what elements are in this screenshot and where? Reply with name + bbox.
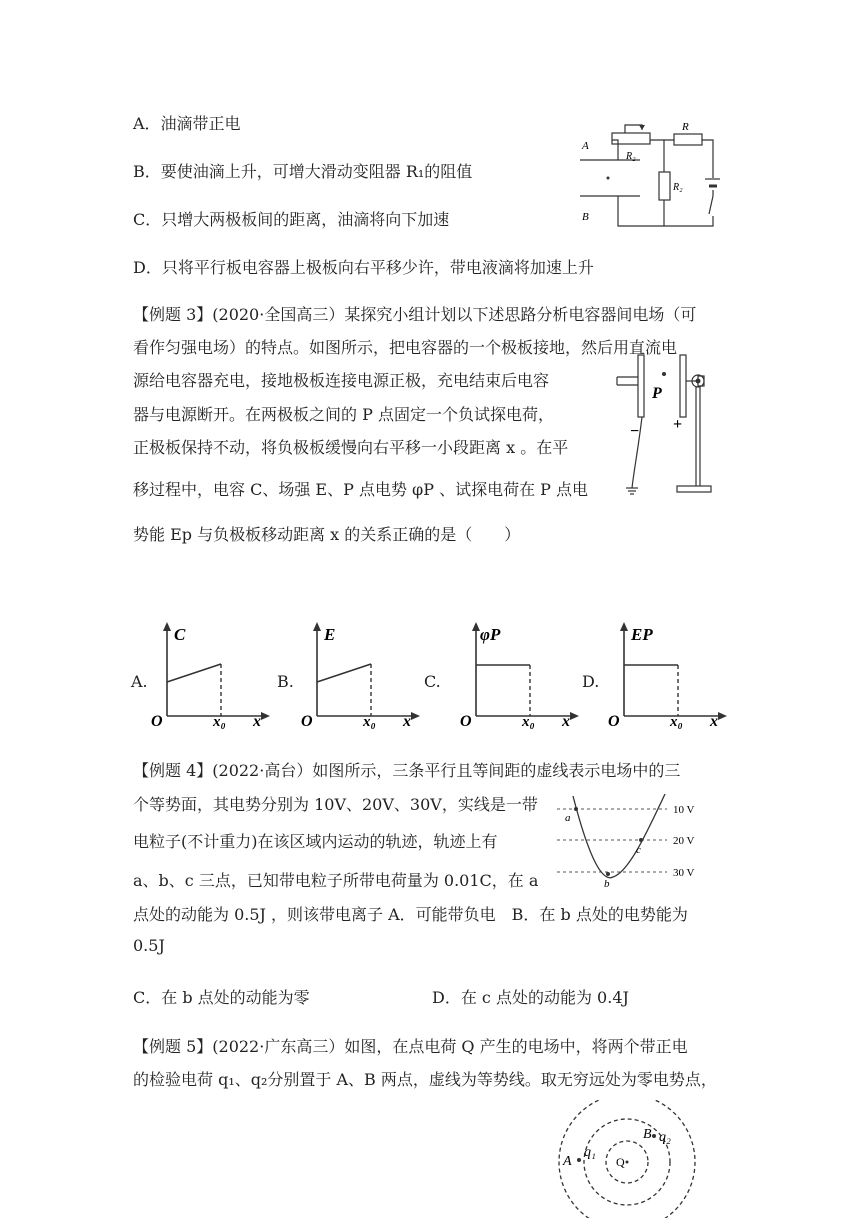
example3-line1: 【例题 3】(2020·全国高三）某探究小组计划以下述思路分析电容器间电场（可 — [133, 305, 697, 324]
graph-option-d-label: D. — [582, 672, 600, 691]
example4-line5: 点处的动能为 0.5J ，则该带电离子 A．可能带负电 B．在 b 点处的电势能为 — [133, 905, 688, 924]
graph-c-y-label: φP — [480, 625, 501, 644]
point-a-label: a — [565, 812, 571, 824]
graph-option-c-label: C. — [424, 672, 441, 691]
charge-Q-label: Q — [616, 1155, 625, 1169]
point-b-label: b — [604, 878, 610, 890]
example4-option-d: D．在 c 点处的动能为 0.4J — [432, 988, 629, 1007]
graph-option-a — [143, 620, 273, 730]
graph-b-x0: x₀ — [363, 714, 376, 730]
example3-line2: 看作匀强电场）的特点。如图所示，把电容器的一个极板接地，然后用直流电 — [133, 338, 678, 357]
graph-d-origin: O — [608, 713, 620, 730]
example4-line1: 【例题 4】(2022·高台）如图所示，三条平行且等间距的虚线表示电场中的三 — [133, 761, 681, 780]
circuit-label-r: R — [682, 121, 689, 133]
graph-a-y-label: C — [174, 625, 186, 644]
charge-q1-label: q₁ — [584, 1145, 596, 1160]
potential-30v-label: 30 V — [673, 867, 695, 879]
example4-line6: 0.5J — [133, 936, 165, 955]
circuit-label-a: A — [582, 140, 589, 152]
example5-line1: 【例题 5】(2022·广东高三）如图，在点电荷 Q 产生的电场中，将两个带正电 — [133, 1037, 688, 1056]
graph-d-y-label: EP — [631, 625, 653, 644]
graph-a-origin: O — [151, 713, 163, 730]
graph-option-b — [293, 620, 423, 730]
potential-10v-label: 10 V — [673, 804, 695, 816]
graph-a-x-label: x — [253, 713, 261, 730]
example3-line5: 正极板保持不动，将负极板缓慢向右平移一小段距离 x 。在平 — [133, 438, 569, 457]
point-p-label: P — [652, 385, 662, 402]
graph-option-a-label: A. — [131, 672, 148, 691]
graph-c-x0: x₀ — [522, 714, 535, 730]
circuit-diagram — [570, 118, 720, 236]
option-a-text: A．油滴带正电 — [133, 114, 241, 133]
graph-a-x0: x₀ — [213, 714, 226, 730]
equipotential-trajectory-figure — [555, 792, 715, 892]
point-c-label: c — [636, 844, 641, 856]
example4-line3: 电粒子(不计重力)在该区域内运动的轨迹，轨迹上有 — [133, 832, 498, 851]
minus-sign: − — [630, 423, 640, 440]
charge-q2-label: q₂ — [659, 1130, 671, 1145]
point-b-label: B — [643, 1127, 652, 1142]
point-a-label: A — [563, 1154, 572, 1169]
example3-line6: 移过程中，电容 C、场强 E、P 点电势 φP 、试探电荷在 P 点电 — [133, 480, 589, 499]
option-b-text: B．要使油滴上升，可增大滑动变阻器 R₁的阻值 — [133, 162, 473, 181]
plus-sign: + — [673, 416, 683, 433]
graph-option-c — [452, 620, 582, 730]
potential-20v-label: 20 V — [673, 835, 695, 847]
example3-line4: 器与电源断开。在两极板之间的 P 点固定一个负试探电荷， — [133, 405, 554, 424]
point-charge-figure — [555, 1100, 705, 1218]
example5-line2: 的检验电荷 q₁、q₂分别置于 A、B 两点，虚线为等势线。取无穷远处为零电势点， — [133, 1070, 717, 1089]
graph-b-y-label: E — [324, 625, 336, 644]
graph-d-x0: x₀ — [670, 714, 683, 730]
example4-line4: a、b、c 三点，已知带电粒子所带电荷量为 0.01C，在 a — [133, 871, 539, 890]
graph-option-b-label: B. — [277, 672, 294, 691]
example4-line2: 个等势面，其电势分别为 10V、20V、30V，实线是一带 — [133, 795, 538, 814]
graph-c-origin: O — [460, 713, 472, 730]
circuit-label-r2-side: R₂ — [673, 182, 683, 193]
graph-b-origin: O — [301, 713, 313, 730]
graph-c-x-label: x — [562, 713, 570, 730]
circuit-label-b: B — [582, 211, 589, 223]
example3-line7: 势能 Ep 与负极板移动距离 x 的关系正确的是（ ） — [133, 525, 521, 544]
example3-line3: 源给电容器充电，接地极板连接电源正极，充电结束后电容 — [133, 371, 550, 390]
option-d-text: D．只将平行板电容器上极板向右平移少许，带电液滴将加速上升 — [133, 258, 594, 277]
example4-option-c: C．在 b 点处的动能为零 — [133, 988, 310, 1007]
graph-option-d — [600, 620, 730, 730]
option-c-text: C．只增大两极板间的距离，油滴将向下加速 — [133, 210, 450, 229]
graph-d-x-label: x — [710, 713, 718, 730]
graph-b-x-label: x — [403, 713, 411, 730]
circuit-label-r2-top: R₂ — [626, 151, 636, 162]
capacitor-apparatus-figure — [612, 350, 716, 500]
